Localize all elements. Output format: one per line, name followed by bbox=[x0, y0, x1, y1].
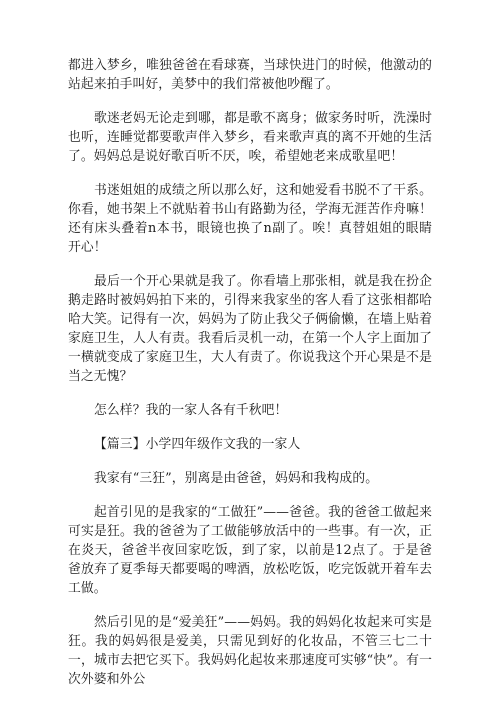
section-heading: 【篇三】小学四年级作文我的一家人 bbox=[94, 437, 301, 452]
paragraph-8: 起首引见的是我家的“工做狂”——爸爸。我的爸爸工做起来可实是狂。我的爸爸为了工做能够放活中的一些事。有一次，正在炎天，爸爸半夜回家吃饭，到了家，以前是12点了。于是爸爸放弃了夏季每天都要喝的啤酒，放松吃饭，吃完饭就开着车去工做。 bbox=[68, 505, 432, 596]
paragraph-2: 歌迷老妈无论走到哪，都是歌不离身；做家务时听，洗澡时也听，连睡觉都要歌声伴入梦乡，看来歌声真的离不开她的生活了。妈妈总是说好歌百听不厌，唉，希望她老来成歌星吧！ bbox=[68, 111, 432, 164]
paragraph-5: 怎么样？我的一家人各有千秋吧！ bbox=[94, 403, 288, 418]
paragraph-4: 最后一个开心果就是我了。你看墙上那张相，就是我在扮企鹅走路时被妈妈拍下来的，引得来我家坐的客人看了这张相都哈哈大笑。记得有一次，妈妈为了防止我父子俩偷懒，在墙上贴着家庭卫生，人人有责。我看后灵机一动，在第一个人字上面加了一横就变成了家庭卫生，大人有责了。你说我这个开心果是不是当之无愧？ bbox=[68, 274, 432, 384]
paragraph-7: 我家有“三狂”，别离是由爸爸，妈妈和我构成的。 bbox=[94, 471, 379, 486]
paragraph-1: 都进入梦乡，唯独爸爸在看球赛，当球快进门的时候，他激动的站起来拍手叫好，美梦中的我们常被他吵醒了。 bbox=[68, 58, 432, 92]
paragraph-9: 然后引见的是“爱美狂”——妈妈。我的妈妈化妆起来可实是狂。我的妈妈很是爱美，只需见到好的化妆品，不管三七二十一，城市去把它买下。我妈妈化起妆来那速度可实够“快”。有一次外婆和外公 bbox=[68, 615, 432, 687]
paragraph-3: 书迷姐姐的成绩之所以那么好，这和她爱看书脱不了干系。你看，她书架上不就贴着书山有路勤为径，学海无涯苦作舟嘛！还有床头叠着n本书，眼镜也换了n副了。唉！真替姐姐的眼睛开心！ bbox=[68, 183, 432, 255]
article-body bbox=[68, 56, 432, 702]
